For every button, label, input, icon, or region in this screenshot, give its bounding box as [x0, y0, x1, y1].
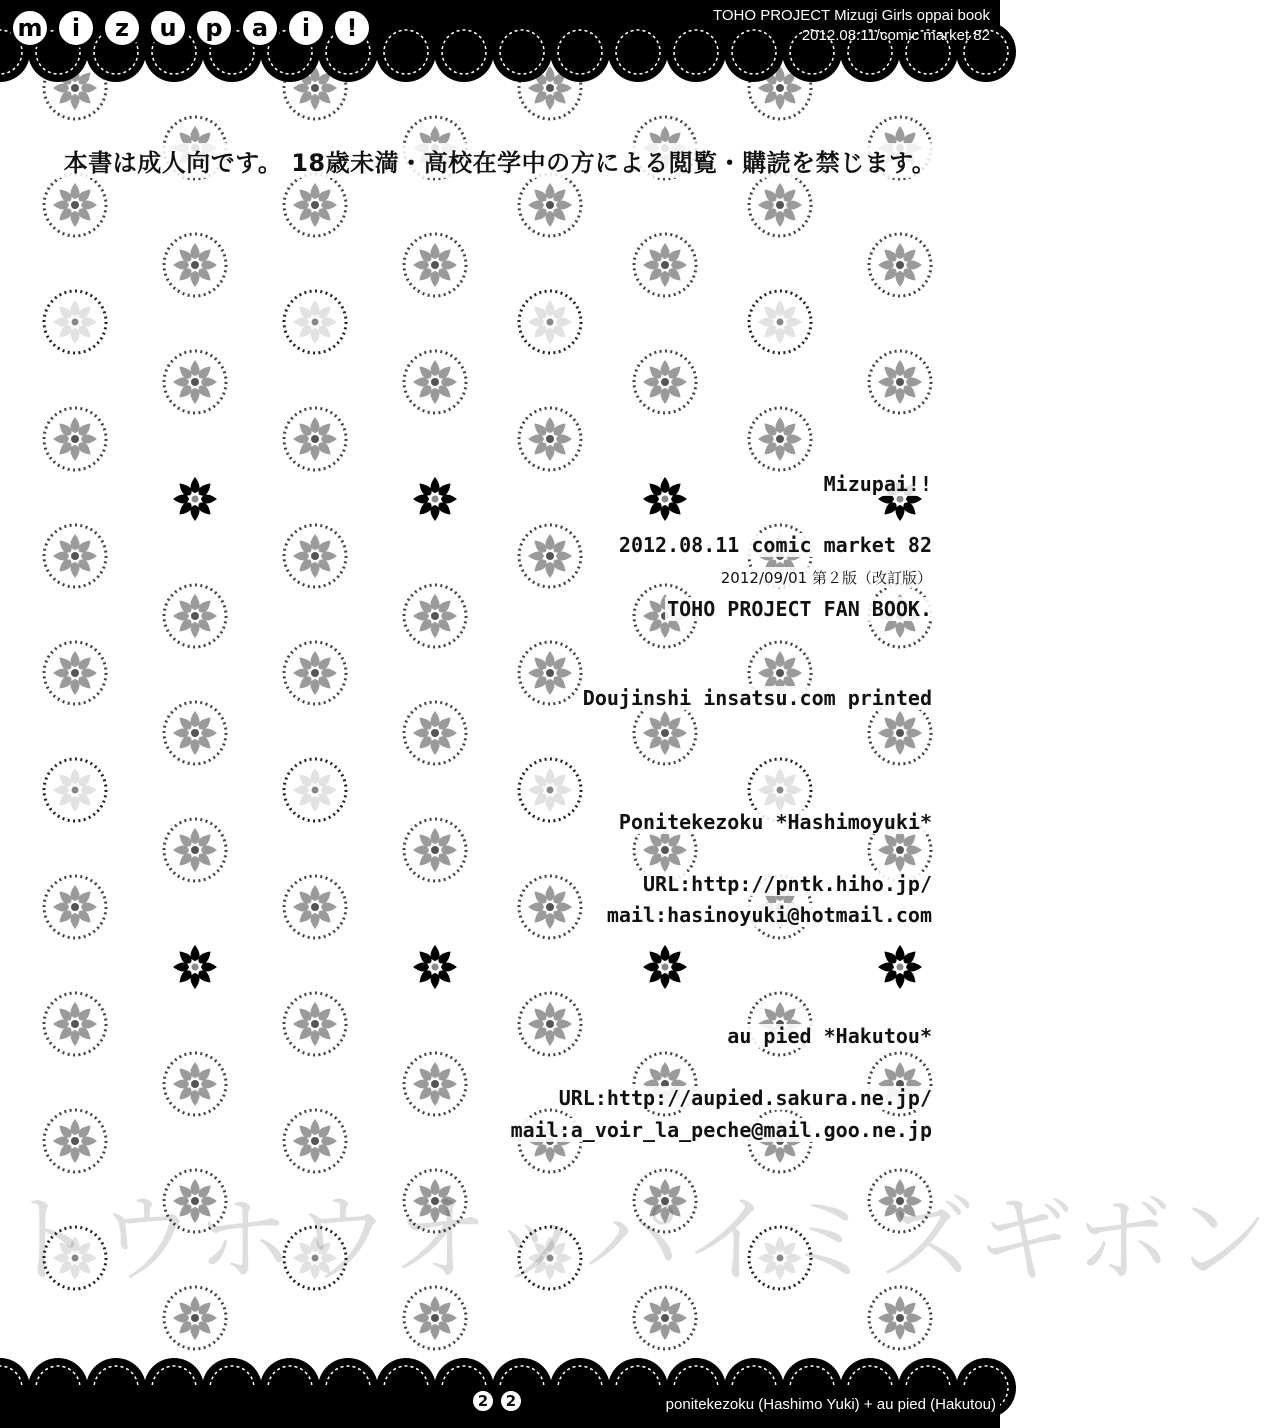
circle2-mail: mail:a_voir_la_peche@mail.goo.ne.jp	[510, 1118, 932, 1142]
flower-motif	[284, 525, 346, 587]
flower-motif	[519, 642, 581, 704]
header-info	[713, 6, 990, 46]
title-letter: z	[102, 8, 142, 48]
lace-scallop	[492, 22, 552, 82]
flower-motif	[173, 477, 217, 521]
flower-motif	[164, 702, 226, 764]
header-event: 2012.08.11/comic market 82	[801, 27, 990, 44]
flower-motif	[404, 234, 466, 296]
flower-motif	[284, 408, 346, 470]
colophon-revision: 2012/09/01 第２版（改訂版）	[720, 569, 932, 587]
flower-motif	[749, 291, 811, 353]
colophon-event: 2012.08.11 comic market 82	[618, 533, 932, 557]
flower-motif	[519, 525, 581, 587]
flower-motif	[44, 525, 106, 587]
flower-motif	[404, 585, 466, 647]
flower-motif	[284, 1110, 346, 1172]
lace-scallop	[550, 22, 610, 82]
circle1-mail: mail:hasinoyuki@hotmail.com	[606, 903, 932, 927]
title-letter: p	[194, 8, 234, 48]
flower-motif	[44, 1110, 106, 1172]
circle1-url: URL:http://pntk.hiho.jp/	[643, 872, 932, 896]
flower-motif	[519, 174, 581, 236]
flower-motif	[634, 1287, 696, 1349]
flower-motif	[634, 234, 696, 296]
flower-motif	[869, 351, 931, 413]
flower-motif	[44, 174, 106, 236]
flower-motif	[634, 351, 696, 413]
watermark-text: トウホウオッパイミズギボン	[0, 1184, 1271, 1296]
page-digit: 2	[498, 1388, 524, 1414]
flower-motif	[164, 1287, 226, 1349]
flower-motif	[44, 291, 106, 353]
title-letter: a	[240, 8, 280, 48]
flower-motif	[164, 234, 226, 296]
flower-motif	[519, 291, 581, 353]
title-letter: i	[286, 8, 326, 48]
flower-motif	[284, 876, 346, 938]
flower-motif	[44, 759, 106, 821]
header-subtitle: TOHO PROJECT Mizugi Girls oppai book	[712, 7, 990, 24]
flower-motif	[284, 174, 346, 236]
flower-motif	[44, 993, 106, 1055]
flower-motif	[869, 234, 931, 296]
title-letter: i	[56, 8, 96, 48]
flower-motif	[519, 876, 581, 938]
lace-scallop	[376, 22, 436, 82]
book-title-logo	[10, 8, 372, 48]
flower-motif	[413, 945, 457, 989]
flower-motif	[173, 945, 217, 989]
title-letter: u	[148, 8, 188, 48]
circle2-name: au pied *Hakutou*	[727, 1024, 932, 1048]
colophon-title: Mizupai!!	[823, 472, 932, 496]
colophon-printer: Doujinshi insatsu.com printed	[582, 686, 932, 710]
flower-motif	[413, 477, 457, 521]
flower-motif	[164, 585, 226, 647]
title-letter: !	[332, 8, 372, 48]
flower-motif	[164, 351, 226, 413]
flower-motif	[519, 993, 581, 1055]
flower-motif	[284, 291, 346, 353]
flower-motif	[404, 819, 466, 881]
colophon-fanbook: TOHO PROJECT FAN BOOK.	[667, 597, 932, 621]
flower-motif	[643, 945, 687, 989]
flower-motif	[164, 819, 226, 881]
flower-motif	[404, 1287, 466, 1349]
flower-motif	[519, 759, 581, 821]
flower-motif	[749, 174, 811, 236]
page-number	[470, 1388, 524, 1414]
flower-motif	[44, 642, 106, 704]
lace-scallop	[608, 22, 668, 82]
circle2-url: URL:http://aupied.sakura.ne.jp/	[558, 1086, 932, 1110]
flower-motif	[519, 408, 581, 470]
flower-motif	[284, 642, 346, 704]
flower-motif	[284, 759, 346, 821]
circle1-name: Ponitekezoku *Hashimoyuki*	[618, 810, 932, 834]
lace-scallop	[434, 22, 494, 82]
flower-motif	[404, 702, 466, 764]
flower-motif	[284, 993, 346, 1055]
flower-motif	[749, 408, 811, 470]
flower-motif	[878, 945, 922, 989]
flower-motif	[404, 1053, 466, 1115]
flower-motif	[869, 702, 931, 764]
title-letter: m	[10, 8, 50, 48]
flower-motif	[634, 702, 696, 764]
flower-motif	[44, 408, 106, 470]
flower-motif	[404, 351, 466, 413]
footer-credit: ponitekezoku (Hashimo Yuki) + au pied (Hakutou)	[665, 1396, 996, 1413]
adult-notice: 本書は成人向です。 18歳未満・高校在学中の方による閲覧・購読を禁じます。	[0, 143, 1000, 178]
flower-motif	[44, 876, 106, 938]
flower-motif	[164, 1053, 226, 1115]
flower-motif	[869, 1287, 931, 1349]
page-digit: 2	[470, 1388, 496, 1414]
flower-motif	[643, 477, 687, 521]
